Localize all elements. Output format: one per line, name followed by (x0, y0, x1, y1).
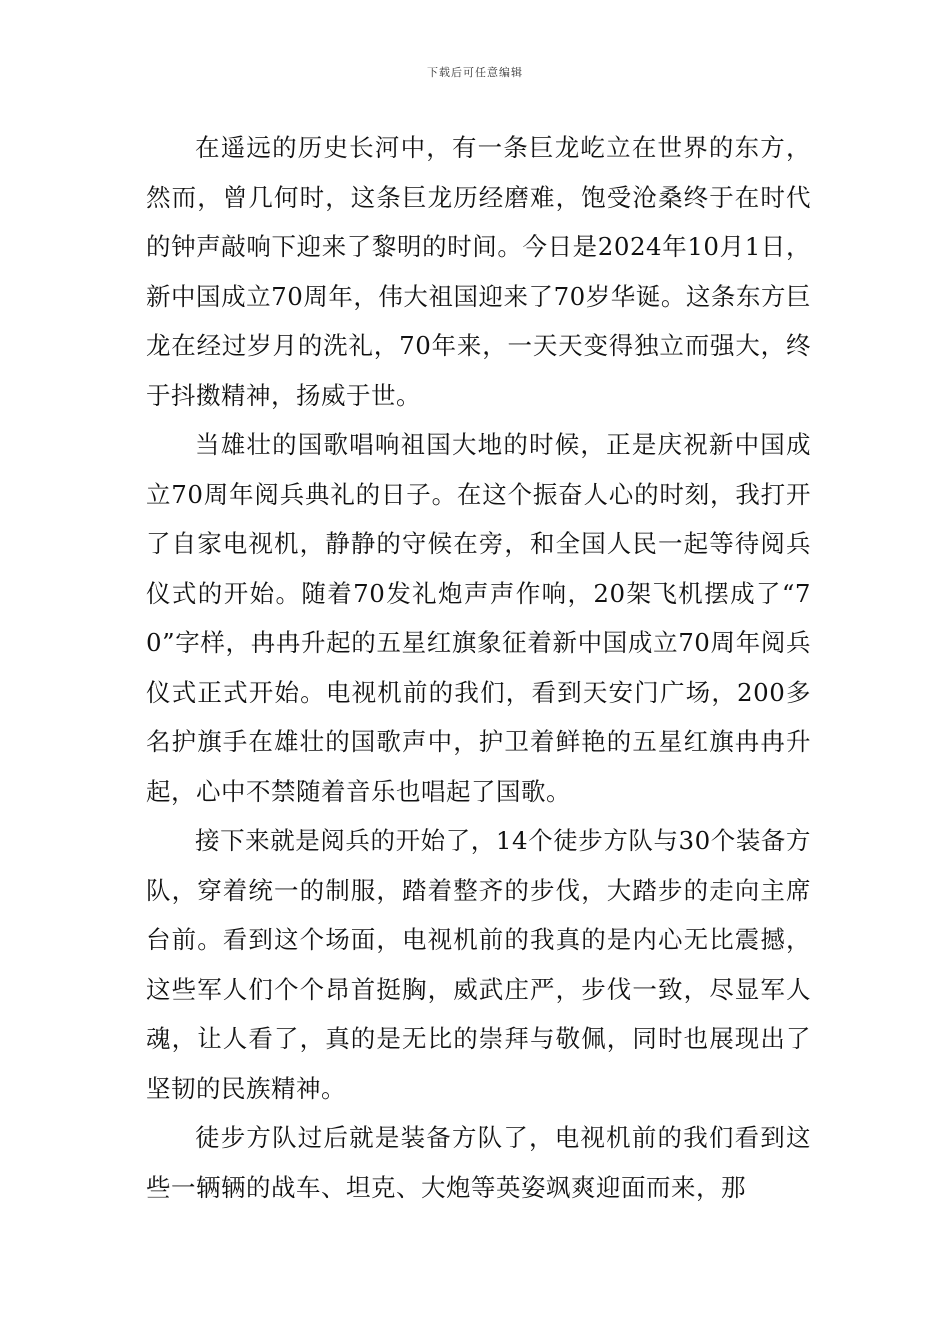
header-note: 下载后可任意编辑 (427, 66, 523, 79)
paragraph-3: 接下来就是阅兵的开始了，14个徒步方队与30个装备方队，穿着统一的制服，踏着整齐的步伐，大踏步的走向主席台前。看到这个场面，电视机前的我真的是内心无比震撼，这些军人们个个昂首挺胸，威武庄严，步伐一致，尽显军人魂，让人看了，真的是无比的崇拜与敬佩，同时也展现出了坚韧的民族精神。 (146, 826, 811, 1103)
paragraph-1: 在遥远的历史长河中，有一条巨龙屹立在世界的东方，然而，曾几何时，这条巨龙历经磨难，饱受沧桑终于在时代的钟声敲响下迎来了黎明的时间。今日是2024年10月1日，新中国成立70周年，伟大祖国迎来了70岁华诞。这条东方巨龙在经过岁月的洗礼，70年来，一天天变得独立而强大，终于抖擞精神，扬威于世。 (146, 133, 811, 410)
article-body (146, 123, 811, 1212)
paragraph-4: 徒步方队过后就是装备方队了，电视机前的我们看到这些一辆辆的战车、坦克、大炮等英姿飒爽迎面而来，那 (146, 1123, 811, 1202)
paragraph-2: 当雄壮的国歌唱响祖国大地的时候，正是庆祝新中国成立70周年阅兵典礼的日子。在这个振奋人心的时刻，我打开了自家电视机，静静的守候在旁，和全国人民一起等待阅兵仪式的开始。随着70发礼炮声声作响，20架飞机摆成了“70”字样，冉冉升起的五星红旗象征着新中国成立70周年阅兵仪式正式开始。电视机前的我们，看到天安门广场，200多名护旗手在雄壮的国歌声中，护卫着鲜艳的五星红旗冉冉升起，心中不禁随着音乐也唱起了国歌。 (146, 430, 811, 806)
